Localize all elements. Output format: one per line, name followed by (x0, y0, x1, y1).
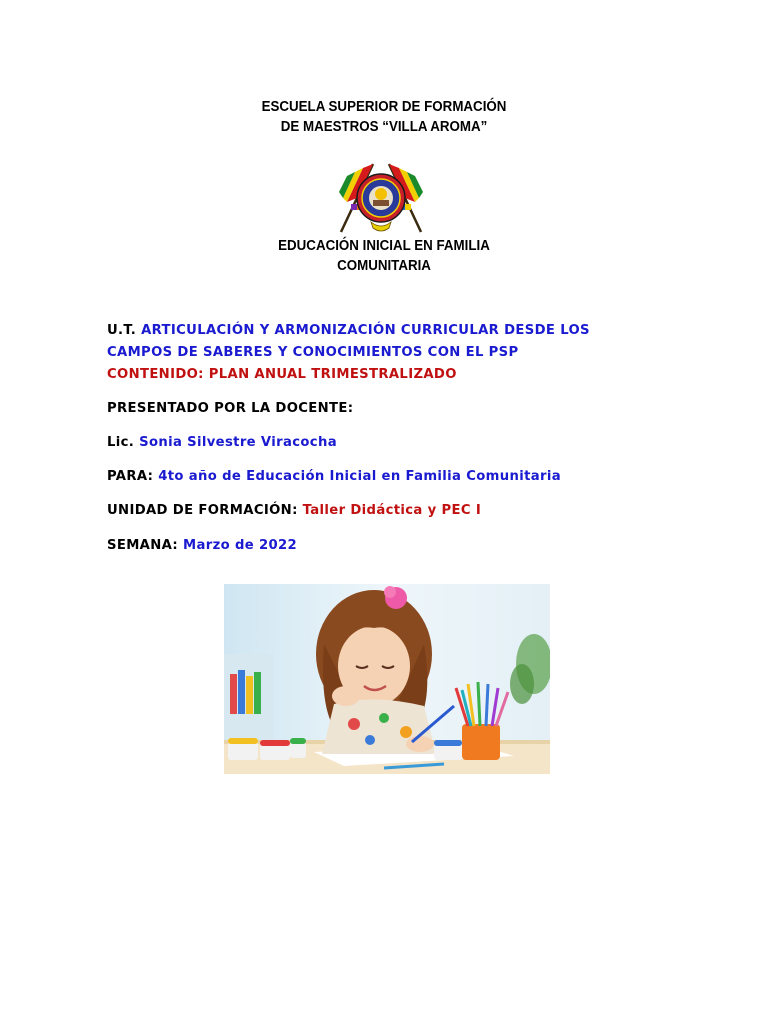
docente-label: Lic. (107, 435, 140, 450)
ut-title-line-1: ARTICULACIÓN Y ARMONIZACIÓN CURRICULAR DESDE LOS (141, 323, 590, 338)
para-line (107, 466, 707, 488)
contenido-line: CONTENIDO: PLAN ANUAL TRIMESTRALIZADO (107, 367, 457, 382)
para-value: 4to año de Educación Inicial en Familia Comunitaria (158, 469, 561, 484)
semana-line (107, 535, 707, 557)
ut-section (107, 320, 707, 386)
docente-line (107, 432, 707, 454)
photo-illustration (224, 584, 550, 774)
career-name (31, 236, 738, 276)
unidad-value: Taller Didáctica y PEC I (302, 503, 482, 518)
semana-value: Marzo de 2022 (183, 538, 298, 553)
ut-line-1 (107, 320, 707, 342)
ut-label: U.T. (107, 323, 142, 338)
presentado-label: PRESENTADO POR LA DOCENTE: (107, 401, 354, 416)
ut-title-line-2: CAMPOS DE SABERES Y CONOCIMIENTOS CON EL PSP (107, 345, 519, 360)
semana-label: SEMANA: (107, 538, 183, 553)
crest-icon (333, 158, 429, 236)
unidad-line (107, 500, 707, 522)
unidad-label: UNIDAD DE FORMACIÓN: (107, 503, 303, 518)
school-name-line-2: DE MAESTROS “VILLA AROMA” (280, 119, 488, 135)
career-name-line-2: COMUNITARIA (337, 258, 431, 274)
institution-crest-logo (333, 158, 429, 236)
school-name (31, 97, 738, 137)
docente-name: Sonia Silvestre Viracocha (139, 435, 337, 450)
career-name-line-1: EDUCACIÓN INICIAL EN FAMILIA (278, 238, 490, 254)
school-name-line-1: ESCUELA SUPERIOR DE FORMACIÓN (261, 99, 507, 115)
girl-drawing-photo (224, 584, 550, 774)
presentado-heading (107, 398, 707, 420)
para-label: PARA: (107, 469, 159, 484)
